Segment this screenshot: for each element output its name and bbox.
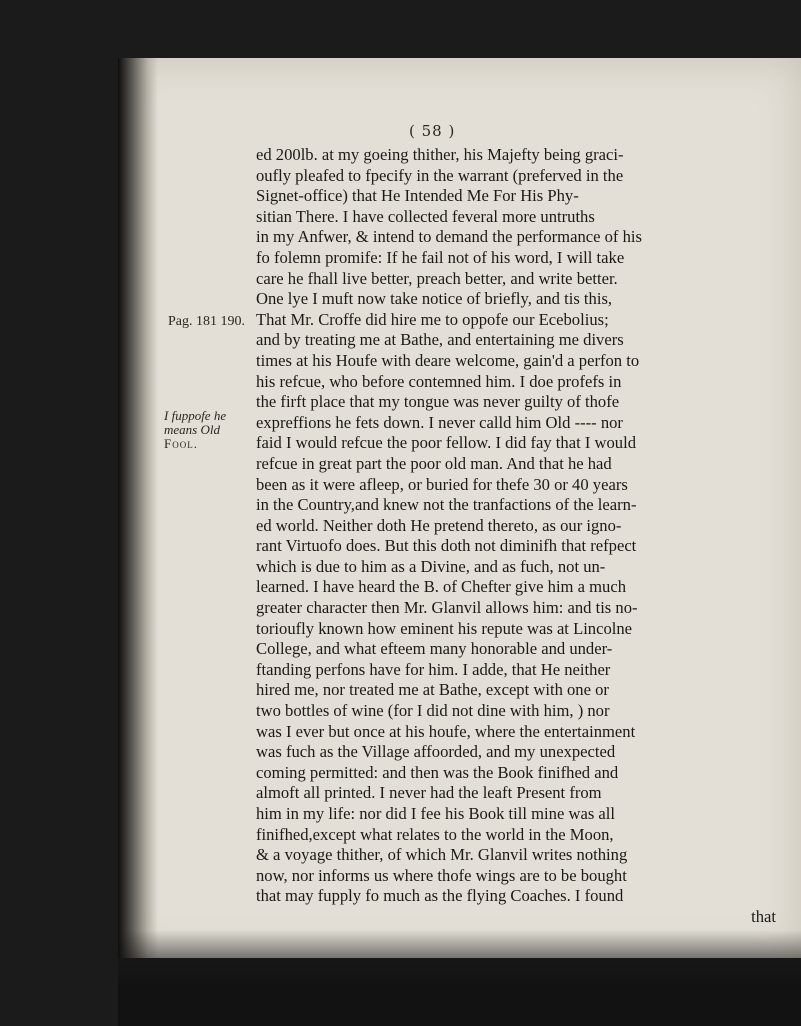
text-line: him in my life: nor did I fee his Book till mine was all <box>256 804 616 823</box>
margin-note-line: I fuppofe he <box>164 408 227 423</box>
text-line: almoft all printed. I never had the leaft Present from <box>256 783 602 803</box>
page-bottom-shadow <box>118 930 801 1026</box>
text-line: ed world. Neither doth He pretend thereto, as our igno- <box>256 515 622 535</box>
text-line: which is due to him as a Divine, and as fuch, not un- <box>256 556 606 576</box>
margin-note-page-reference: Pag. 181 190. <box>168 314 245 329</box>
text-line: the firft place that my tongue was never guilty of thofe <box>256 392 620 412</box>
text-line: care he fhall live better, preach better, and write better. <box>256 268 618 288</box>
text-line: fo folemn promife: If he fail not of his word, I will take <box>256 247 625 267</box>
page-gutter-shadow <box>118 58 158 958</box>
text-line: refcue in great part the poor old man. And that he had <box>256 453 612 473</box>
text-line: oufly pleafed to fpecify in the warrant (preferved in the <box>256 165 624 185</box>
text-line: now, nor informs us where thofe wings are to be bought <box>256 865 627 885</box>
text-line: that may fupply fo much as the flying Coaches. I found <box>256 886 624 906</box>
text-line: College, and what efteem many honorable and under- <box>256 639 613 659</box>
text-line: faid I would refcue the poor fellow. I did fay that I would <box>256 433 636 453</box>
page-number: ( 58 ) <box>409 122 456 140</box>
text-line: hired me, nor treated me at Bathe, except with one or <box>256 680 609 700</box>
text-line: times at his Houfe with deare welcome, gain'd a perfon to <box>256 350 640 370</box>
text-line: sitian There. I have collected feveral more untruths <box>256 206 595 226</box>
text-line: rant Virtuofo does. But this doth not diminifh that refpect <box>256 536 637 556</box>
text-line: learned. I have heard the B. of Chefter give him a much <box>256 577 626 597</box>
text-line: two bottles of wine (for I did not dine with him, ) nor <box>256 701 610 721</box>
text-line: was fuch as the Village affoorded, and my unexpected <box>256 742 616 762</box>
margin-note-fool <box>164 409 244 451</box>
text-line: that <box>751 906 776 926</box>
margin-note-line: means Old <box>164 422 220 437</box>
text-line: coming permitted: and then was the Book finifhed and <box>256 762 619 782</box>
body-text <box>256 145 776 928</box>
text-line: finifhed,except what relates to the world in the Moon, <box>256 824 614 844</box>
text-line: been as it were afleep, or buried for thefe 30 or 40 years <box>256 474 628 494</box>
text-line: ftanding perfons have for him. I adde, that He neither <box>256 659 611 679</box>
text-line: ed 200lb. at my goeing thither, his Majefty being graci- <box>256 145 624 164</box>
text-line: One lye I muft now take notice of briefly, and tis this, <box>256 289 613 309</box>
text-line: and by treating me at Bathe, and entertaining me divers <box>256 330 624 350</box>
text-line: & a voyage thither, of which Mr. Glanvil writes nothing <box>256 845 628 865</box>
text-line: in the Country,and knew not the tranfactions of the learn- <box>256 495 637 515</box>
text-line: his refcue, who before contemned him. I doe profefs in <box>256 371 622 391</box>
text-line: expreffions he fets down. I never calld him Old ---- nor <box>256 412 623 432</box>
text-line: That Mr. Croffe did hire me to oppofe our Ecebolius; <box>256 309 609 329</box>
text-line: torioufly known how eminent his repute was at Lincolne <box>256 618 633 638</box>
text-line: Signet-office) that He Intended Me For His Phy- <box>256 186 579 206</box>
margin-note-line: Fool. <box>164 436 198 451</box>
text-line: greater character then Mr. Glanvil allows him: and tis no- <box>256 598 638 618</box>
text-line: was I ever but once at his houfe, where the entertainment <box>256 721 636 741</box>
text-line: in my Anfwer, & intend to demand the performance of his <box>256 227 642 247</box>
